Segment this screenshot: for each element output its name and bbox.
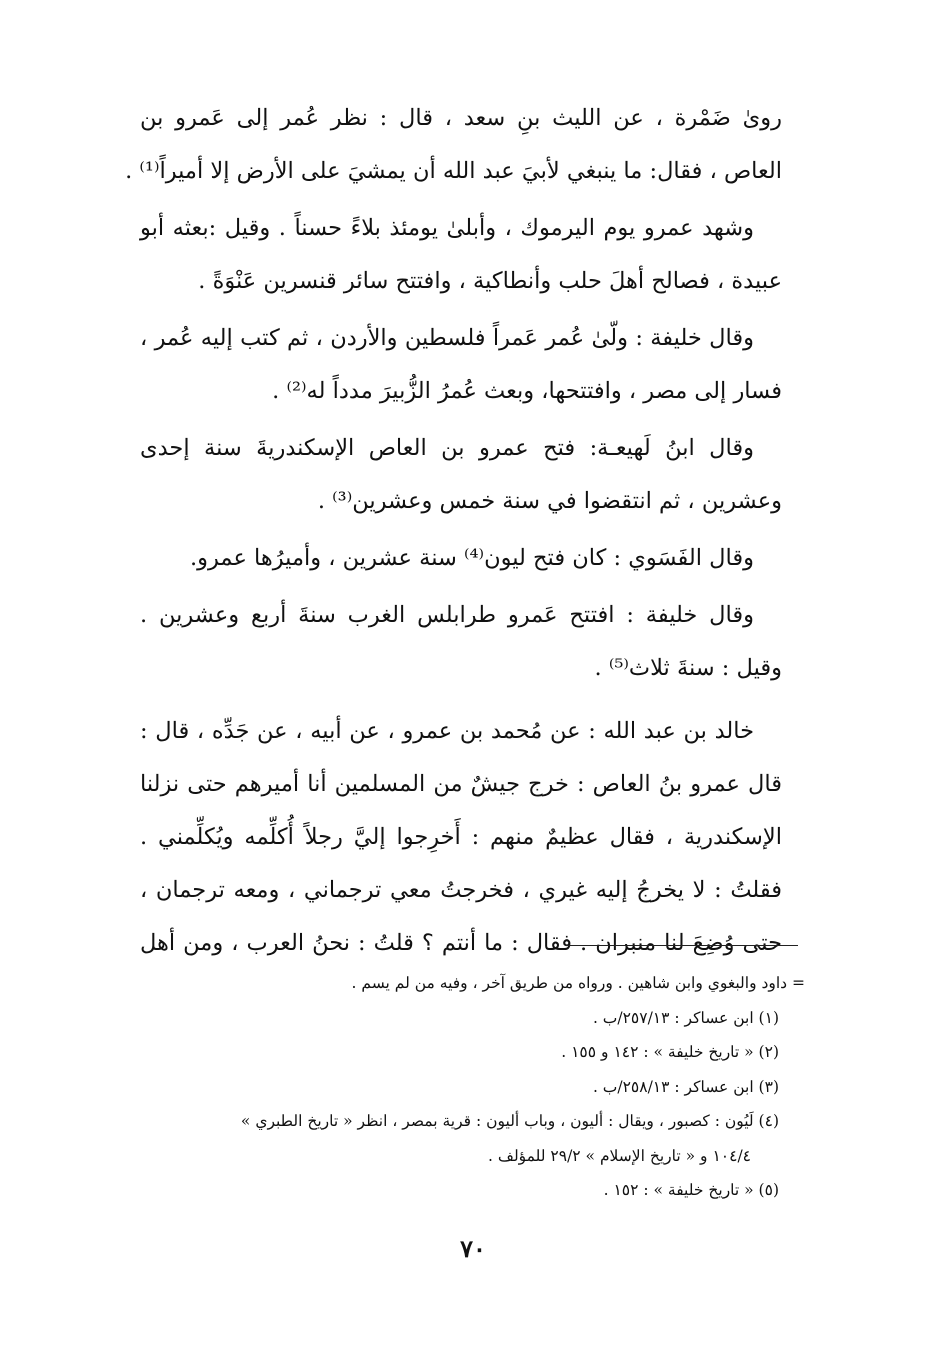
footnote-line: = داود والبغوي وابن شاهين . ورواه من طريق آخر ، وفيه من لم يسم . (351, 974, 805, 992)
footnote-line: (٥) « تاريخ خليفة » : ١٥٢ . (603, 1181, 779, 1199)
paragraph-1 (125, 92, 800, 198)
text-line: حتى وُضِعَ لنا منبران . فقال : ما أنتم ؟ قلتُ : نحنُ العرب ، ومن أهل (140, 930, 782, 956)
footnote-line: (٣) ابن عساكر : ٢٥٨/١٣/ب . (592, 1077, 779, 1096)
text-line: وقال الفَسَوي : كان فتح ليون⁽⁴⁾ سنة عشرين ، وأميرُها عمرو. (190, 545, 754, 571)
text-line: وقال خليفة : ولّىٰ عُمر عَمراً فلسطين والأردن ، ثم كتب إليه عُمر ، (140, 325, 754, 351)
text-line: عبيدة ، فصالح أهلَ حلب وأنطاكية ، وافتتح سائر قنسرين عَنْوَةً . (198, 268, 782, 294)
footnote-line: (١) ابن عساكر : ٢٥٧/١٣/ب . (592, 1008, 779, 1027)
paragraph-6 (140, 589, 800, 695)
text-line: فسار إلى مصر ، وافتتحها، وبعث عُمرُ الزُّبيرَ مدداً له⁽²⁾ . (272, 378, 782, 404)
text-line: الإسكندرية ، فقال عظيمٌ منهم : أَخرِجوا إليَّ رجلاً أُكلِّمه ويُكلِّمني . (140, 824, 782, 850)
footnote-line: (٤) لَيُون : كصبور ، ويقال : أليون ، وباب أليون : قرية بمصر ، انظر « تاريخ الطبري » (240, 1112, 779, 1130)
main-text-body (125, 92, 800, 974)
paragraph-7 (140, 705, 800, 970)
footnote-line: ١٠٤/٤ و « تاريخ الإسلام » ٢٩/٢ للمؤلف . (488, 1146, 751, 1165)
footnotes-section (140, 966, 805, 1208)
text-line: العاص ، فقال: ما ينبغي لأبيَ عبد الله أن يمشيَ على الأرض إلا أميراً⁽¹⁾ . (125, 158, 782, 184)
text-line: وعشرين ، ثم انتقضوا في سنة خمس وعشرين⁽³⁾ . (317, 488, 782, 514)
text-line: خالد بن عبد الله : عن مُحمد بن عمرو ، عن أبيه ، عن جَدِّه ، قال : (140, 718, 754, 744)
text-line: قال عمرو بنُ العاص : خرج جيشٌ من المسلمين أنا أميرهم حتى نزلنا (140, 771, 782, 797)
text-line: وقيل : سنةَ ثلاث⁽⁵⁾ . (594, 655, 782, 681)
text-line: فقلتُ : لا يخرجُ إليه غيري ، فخرجتُ معي ترجماني ، ومعه ترجمان ، (140, 877, 782, 903)
paragraph-3 (140, 312, 800, 418)
paragraph-5 (140, 532, 800, 585)
paragraph-4 (140, 422, 800, 528)
text-line: وقال خليفة : افتتح عَمرو طرابلس الغرب سنةَ أربع وعشرين . (140, 602, 754, 628)
text-line: وقال ابنُ لَهيعـة: فتح عمرو بن العاص الإسكندريةَ سنة إحدى (140, 435, 754, 461)
text-line: رویٰ ضَمْرة ، عن الليث بنِ سعد ، قال : نظر عُمر إلى عَمرو بن (140, 105, 782, 131)
page-number: ٧٠ (460, 1234, 486, 1263)
text-line: وشهد عمرو يوم اليرموك ، وأبلىٰ يومئذ بلاءً حسناً . وقيل :بعثه أبو (140, 215, 754, 241)
paragraph-2 (140, 202, 800, 308)
footnote-line: (٢) « تاريخ خليفة » : ١٤٢ و ١٥٥ . (561, 1043, 779, 1061)
footnote-divider (566, 945, 798, 946)
